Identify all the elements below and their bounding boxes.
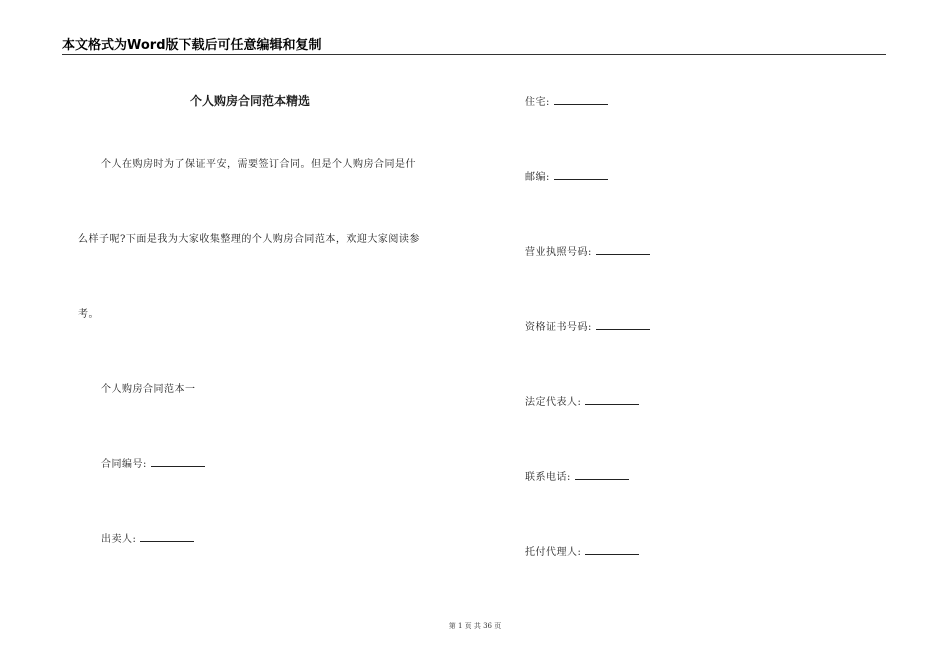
field-phone bbox=[525, 468, 629, 483]
fill-blank-line bbox=[140, 532, 194, 542]
field-postcode bbox=[525, 168, 608, 183]
field-legal-representative bbox=[525, 393, 639, 408]
fill-blank-line bbox=[554, 170, 608, 180]
fill-blank-line bbox=[596, 320, 650, 330]
fill-blank-line bbox=[596, 245, 650, 255]
intro-line-3: 考。 bbox=[78, 309, 99, 320]
header-text: 本文格式为Word版下载后可任意编辑和复制 bbox=[62, 38, 322, 53]
field-label: 营业执照号码: bbox=[525, 247, 592, 258]
field-label: 合同编号: bbox=[101, 459, 147, 470]
field-residence bbox=[525, 93, 608, 108]
field-label: 资格证书号码: bbox=[525, 322, 592, 333]
field-label: 联系电话: bbox=[525, 472, 571, 483]
intro-line-1: 个人在购房时为了保证平安，需要签订合同。但是个人购房合同是什 bbox=[101, 159, 416, 170]
fill-blank-line bbox=[585, 545, 639, 555]
fill-blank-line bbox=[575, 470, 629, 480]
section-heading: 个人购房合同范本一 bbox=[101, 384, 196, 395]
field-label: 出卖人: bbox=[101, 534, 137, 545]
page-number: 第 1 页 共 36 页 bbox=[448, 622, 502, 630]
field-contract-number bbox=[101, 455, 205, 470]
intro-line-2: 么样子呢?下面是我为大家收集整理的个人购房合同范本，欢迎大家阅读参 bbox=[78, 234, 420, 245]
document-title: 个人购房合同范本精选 bbox=[190, 94, 311, 108]
field-label: 邮编: bbox=[525, 172, 550, 183]
field-qualification-cert bbox=[525, 318, 650, 333]
field-entrusted-agent bbox=[525, 543, 639, 558]
fill-blank-line bbox=[151, 457, 205, 467]
field-label: 住宅: bbox=[525, 97, 550, 108]
field-label: 法定代表人: bbox=[525, 397, 582, 408]
fill-blank-line bbox=[585, 395, 639, 405]
fill-blank-line bbox=[554, 95, 608, 105]
field-business-license bbox=[525, 243, 650, 258]
field-label: 托付代理人: bbox=[525, 547, 582, 558]
field-seller bbox=[101, 530, 194, 545]
